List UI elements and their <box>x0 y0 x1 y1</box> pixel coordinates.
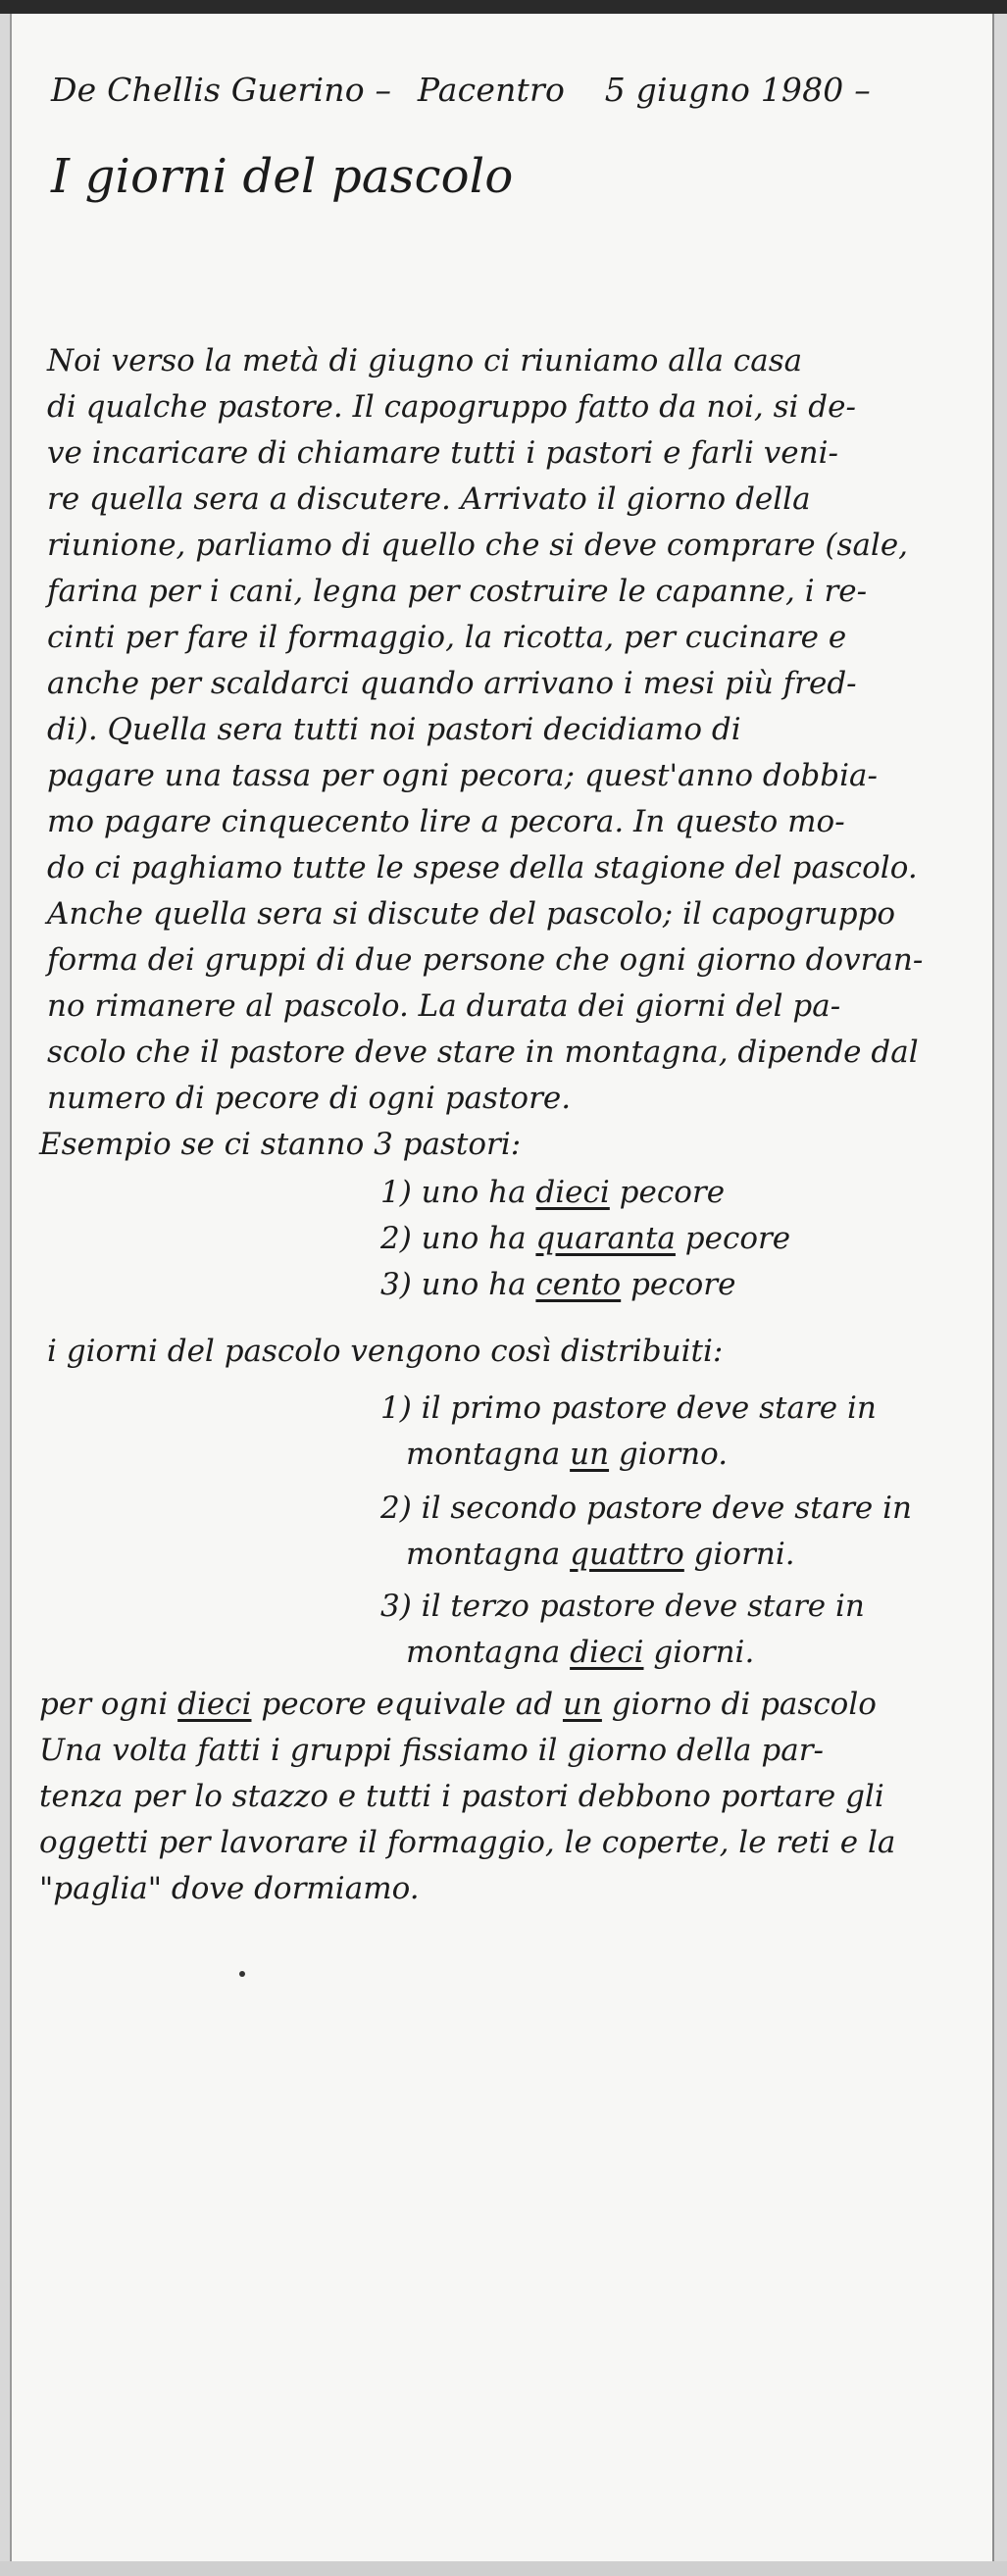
text-line: pagare una tassa per ogni pecora; quest'anno dobbia- <box>47 758 878 793</box>
page-title: I giorni del pascolo <box>51 149 514 204</box>
text-line: oggetti per lavorare il formaggio, le coperte, le reti e la <box>39 1825 896 1860</box>
text-line: do ci paghiamo tutte le spese della stagione del pascolo. <box>47 850 918 885</box>
text-line: scolo che il pastore deve stare in montagna, dipende dal <box>47 1035 919 1070</box>
text-line: re quella sera a discutere. Arrivato il giorno della <box>47 481 811 517</box>
distribution-item-line: montagna dieci giorni. <box>406 1635 755 1670</box>
handwritten-page <box>10 14 994 2561</box>
example-item: 1) uno ha dieci pecore <box>380 1175 726 1210</box>
text-line: Anche quella sera si discute del pascolo; il capogruppo <box>47 896 896 932</box>
distribution-item-line: montagna quattro giorni. <box>406 1537 795 1572</box>
example-item: 3) uno ha cento pecore <box>380 1267 736 1302</box>
distribution-item-line: 1) il primo pastore deve stare in <box>380 1390 877 1426</box>
ink-dot <box>239 1971 245 1977</box>
text-line: tenza per lo stazzo e tutti i pastori debbono portare gli <box>39 1779 884 1814</box>
text-line: mo pagare cinquecento lire a pecora. In questo mo- <box>47 804 845 839</box>
text-line: ve incaricare di chiamare tutti i pastori e farli veni- <box>47 435 838 471</box>
distribution-intro: i giorni del pascolo vengono così distribuiti: <box>47 1334 724 1369</box>
distribution-item-line: montagna un giorno. <box>406 1437 729 1472</box>
text-line: "paglia" dove dormiamo. <box>39 1871 420 1906</box>
text-line: Noi verso la metà di giugno ci riuniamo alla casa <box>47 343 803 379</box>
text-line: farina per i cani, legna per costruire le capanne, i re- <box>47 574 868 609</box>
date-text: 5 giugno 1980 <box>604 71 844 109</box>
example-intro: Esempio se ci stanno 3 pastori: <box>39 1127 522 1162</box>
text-line: di qualche pastore. Il capogruppo fatto da noi, si de- <box>47 389 856 425</box>
text-line: numero di pecore di ogni pastore. <box>47 1081 572 1116</box>
text-line: di). Quella sera tutti noi pastori decidiamo di <box>47 712 741 747</box>
text-line: cinti per fare il formaggio, la ricotta, per cucinare e <box>47 620 847 655</box>
text-line: riunione, parliamo di quello che si deve comprare (sale, <box>47 528 909 563</box>
example-item: 2) uno ha quaranta pecore <box>380 1221 791 1256</box>
distribution-item-line: 2) il secondo pastore deve stare in <box>380 1490 912 1526</box>
text-line: forma dei gruppi di due persone che ogni giorno dovran- <box>47 942 924 978</box>
text-line: Una volta fatti i gruppi fissiamo il giorno della par- <box>39 1733 824 1768</box>
text-line: no rimanere al pascolo. La durata dei giorni del pa- <box>47 988 841 1024</box>
place-name: Pacentro <box>417 71 566 109</box>
scan-bottom-edge <box>0 2561 1007 2576</box>
rule-line: per ogni dieci pecore equivale ad un giorno di pascolo <box>39 1687 877 1722</box>
scan-top-edge <box>0 0 1007 14</box>
header-line: De Chellis Guerino – Pacentro 5 giugno 1980 – <box>51 71 871 109</box>
author-name: De Chellis Guerino <box>51 71 365 109</box>
distribution-item-line: 3) il terzo pastore deve stare in <box>380 1589 865 1624</box>
text-line: anche per scaldarci quando arrivano i mesi più fred- <box>47 666 857 701</box>
